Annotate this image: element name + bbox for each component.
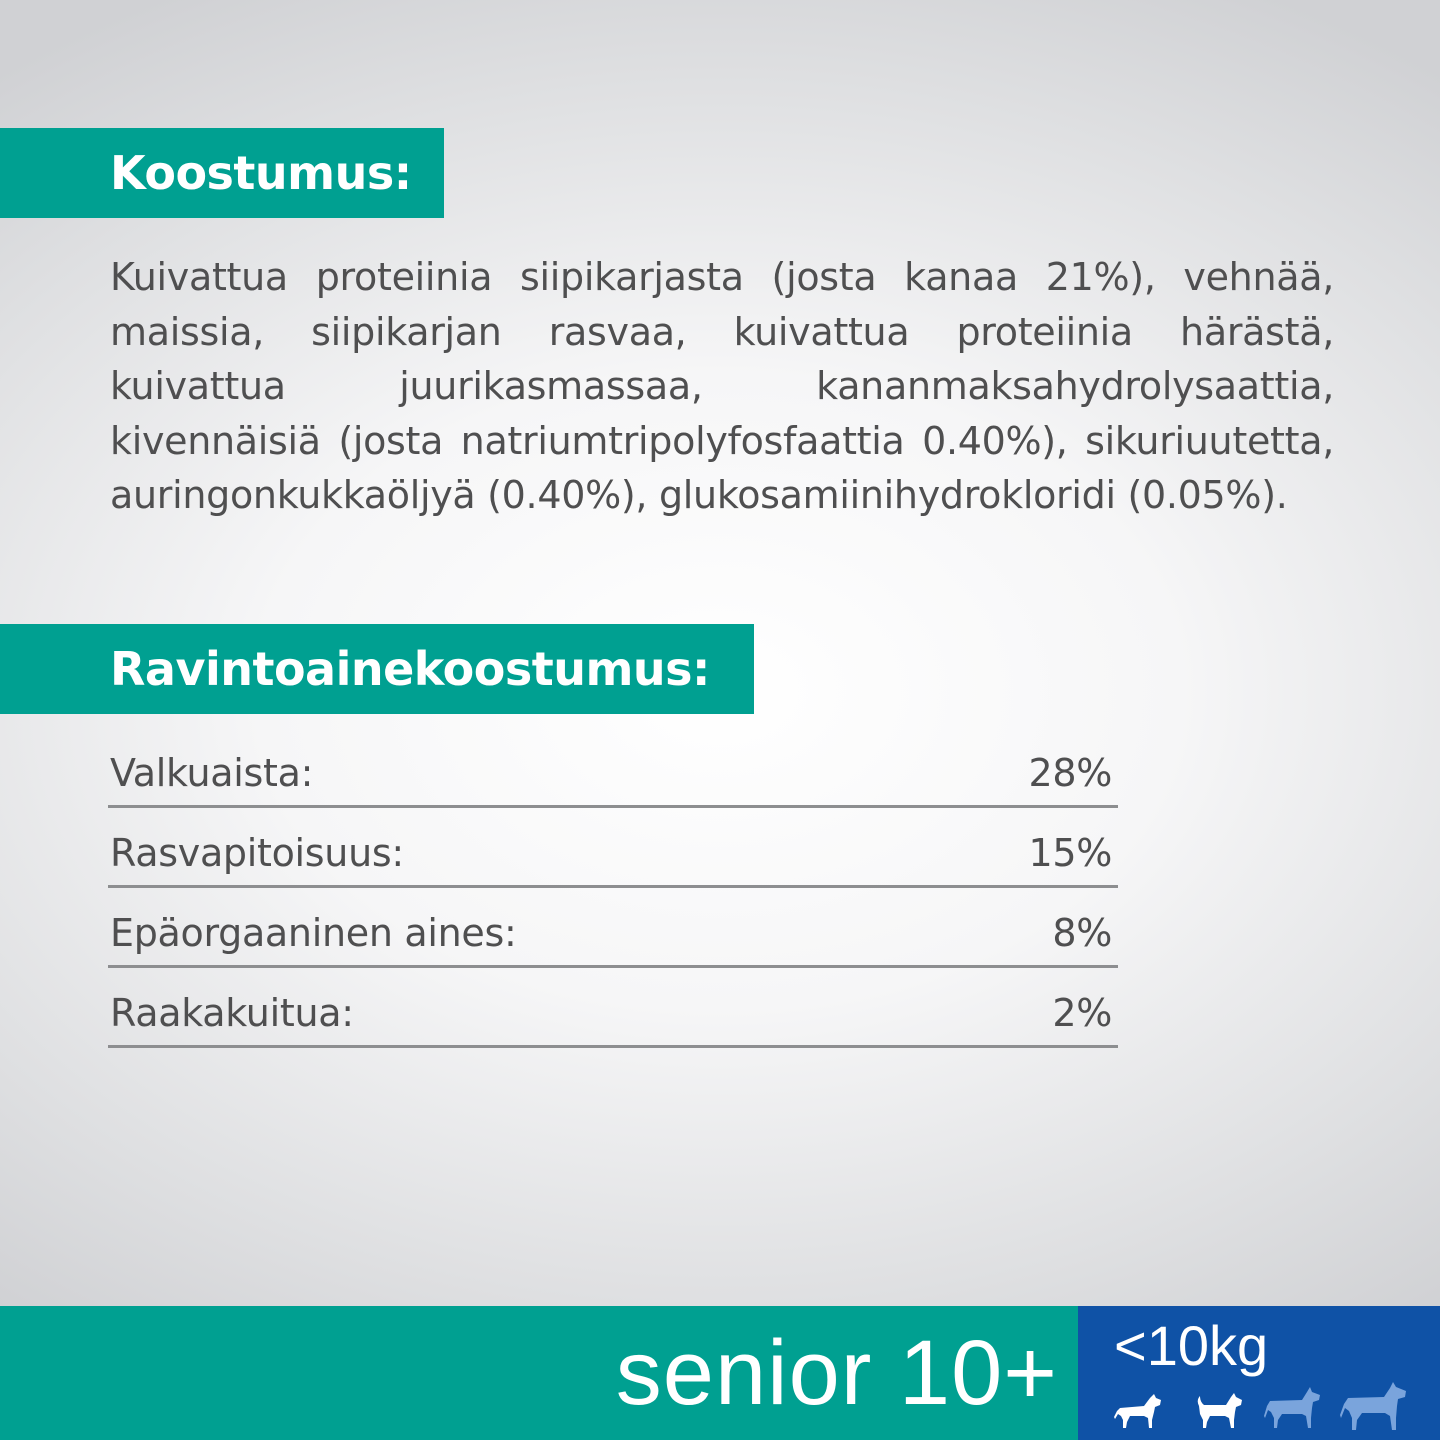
nutrition-table [108,736,1118,1048]
nutrition-value: 15% [1028,831,1112,875]
nutrition-value: 8% [1052,911,1112,955]
dog-medium-icon [1264,1386,1326,1430]
nutrition-value: 28% [1028,751,1112,795]
composition-heading: Koostumus: [0,128,444,218]
nutrition-label: Valkuaista: [110,751,314,795]
nutrition-label: Rasvapitoisuus: [110,831,404,875]
dog-large-icon [1340,1380,1412,1432]
weight-badge [1078,1306,1440,1440]
dog-small-medium-icon [1194,1392,1246,1430]
nutrition-row-fat [108,808,1118,888]
nutrition-row-ash [108,888,1118,968]
nutrition-heading: Ravintoainekoostumus: [0,624,754,714]
nutrition-label: Epäorgaaninen aines: [110,911,517,955]
nutrition-value: 2% [1052,991,1112,1035]
nutrition-label: Raakakuitua: [110,991,354,1035]
product-footer-band [0,1306,1440,1440]
dog-small-icon [1114,1392,1164,1430]
ingredients-text: Kuivattua proteiinia siipikarjasta (josta kanaa 21%), vehnää, maissia, siipikarjan rasvaa, kuivattua proteiinia härästä, kuivattua juurikasmassaa, kananmaksahydrolysaattia, kivennäisiä (josta natriumtripolyfosfaattia 0.40%), sikuriuutetta, auringonkukkaöljyä (0.40%), glukosamiinihydrokloridi (0.05%). [110,255,1334,517]
weight-label: <10kg [1114,1314,1269,1377]
nutrition-row-protein [108,736,1118,808]
age-group-label: senior 10+ [615,1322,1058,1424]
nutrition-row-fibre [108,968,1118,1048]
